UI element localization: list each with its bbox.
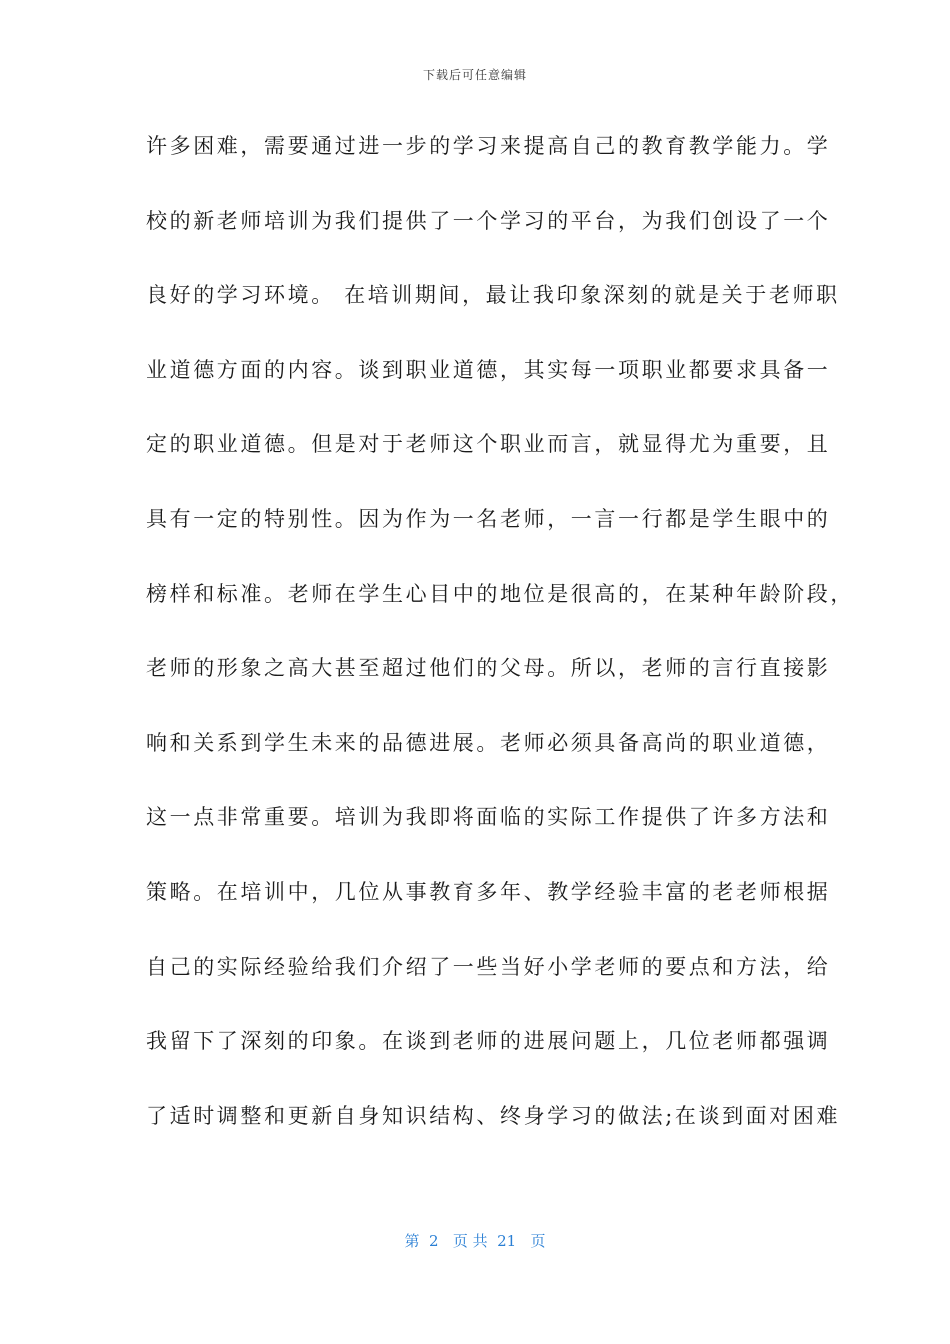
text-line: 自己的实际经验给我们介绍了一些当好小学老师的要点和方法，给 [146, 954, 831, 979]
text-line: 许多困难，需要通过进一步的学习来提高自己的教育教学能力。学 [146, 134, 831, 158]
text-line: 良好的学习环境。 在培训期间，最让我印象深刻的就是关于老师职 [146, 283, 840, 308]
text-line: 榜样和标准。老师在学生心目中的地位是很高的，在某种年龄阶段， [146, 581, 854, 606]
text-line: 校的新老师培训为我们提供了一个学习的平台，为我们创设了一个 [146, 208, 831, 233]
text-line: 定的职业道德。但是对于老师这个职业而言，就显得尤为重要，且 [146, 432, 831, 457]
text-line: 我留下了深刻的印象。在谈到老师的进展问题上，几位老师都强调 [146, 1029, 831, 1054]
document-body [146, 128, 854, 1172]
text-line: 老师的形象之高大甚至超过他们的父母。所以，老师的言行直接影 [146, 656, 831, 681]
text-line: 策略。在培训中，几位从事教育多年、教学经验丰富的老老师根据 [146, 879, 831, 904]
text-line: 这一点非常重要。培训为我即将面临的实际工作提供了许多方法和 [146, 805, 831, 830]
text-line: 具有一定的特别性。因为作为一名老师，一言一行都是学生眼中的 [146, 506, 831, 531]
text-line: 了适时调整和更新自身知识结构、终身学习的做法;在谈到面对困难 [146, 1103, 841, 1128]
text-line: 响和关系到学生未来的品德进展。老师必须具备高尚的职业道德， [146, 730, 831, 755]
page-header: 下载后可任意编辑 [422, 68, 527, 82]
page-number-footer: 第 2 页 共 21 页 [404, 1232, 546, 1250]
text-line: 业道德方面的内容。谈到职业道德，其实每一项职业都要求具备一 [146, 357, 831, 382]
